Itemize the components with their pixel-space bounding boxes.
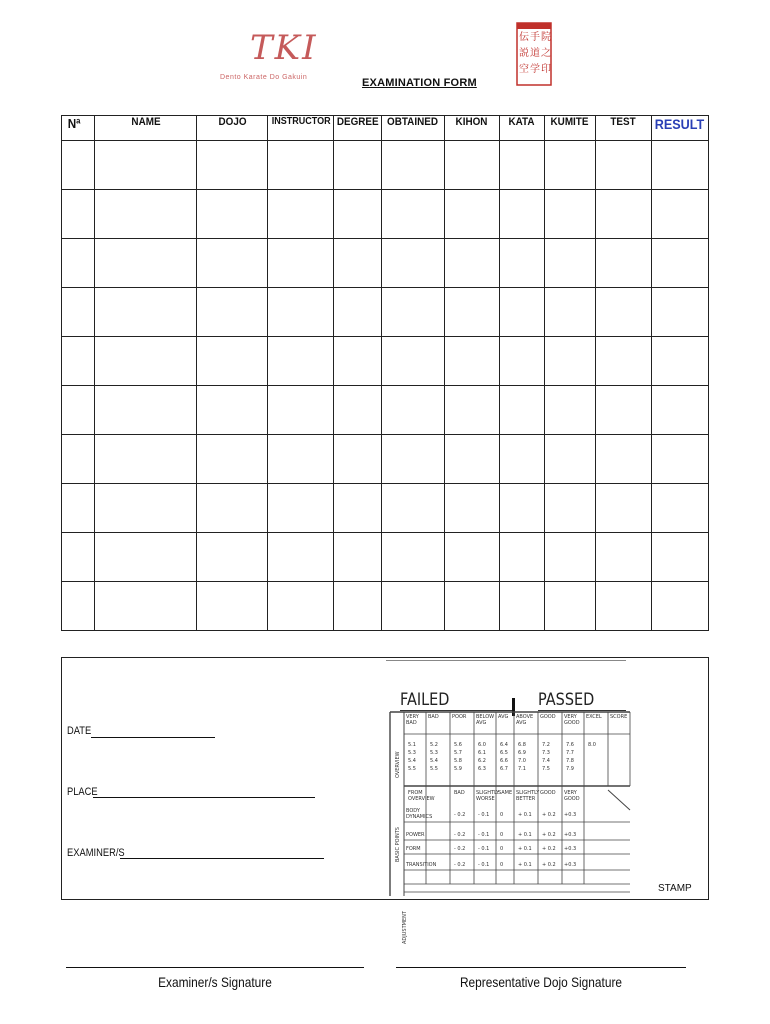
score-grid — [386, 712, 632, 944]
adjustment-value: + 0.2 — [542, 832, 556, 838]
adjustment-value: + 0.1 — [518, 862, 532, 868]
table-cell[interactable] — [334, 190, 381, 239]
score-header: GOOD — [564, 720, 580, 726]
table-row — [62, 582, 709, 631]
table-cell[interactable] — [499, 239, 544, 288]
table-row — [62, 386, 709, 435]
seal-glyph: 空 — [519, 64, 529, 75]
score-header: POOR — [452, 714, 467, 720]
date-label: DATE — [67, 725, 92, 737]
table-cell[interactable] — [651, 141, 708, 190]
score-value: 6.2 — [478, 758, 486, 764]
score-header: GOOD — [540, 714, 556, 720]
adjustment-row-label: BODY — [406, 808, 420, 814]
adjustment-header: BETTER — [516, 796, 536, 802]
table-cell[interactable] — [197, 533, 268, 582]
table-cell[interactable] — [334, 386, 381, 435]
adjustment-header: SAME — [498, 790, 513, 796]
table-row — [62, 435, 709, 484]
score-header: EXCEL — [586, 714, 602, 720]
adjustment-header: VERY — [564, 790, 577, 796]
col-header-kihon: KIHON — [447, 116, 497, 141]
table-cell[interactable] — [197, 190, 268, 239]
table-cell[interactable] — [381, 533, 444, 582]
score-value: 6.3 — [478, 766, 486, 772]
table-cell[interactable] — [595, 435, 651, 484]
table-cell[interactable] — [595, 190, 651, 239]
score-value: 5.7 — [454, 750, 462, 756]
table-cell[interactable] — [651, 337, 708, 386]
table-cell[interactable] — [268, 386, 334, 435]
table-cell[interactable] — [499, 337, 544, 386]
score-value: 7.8 — [566, 758, 574, 764]
adjustment-value: - 0.2 — [454, 812, 466, 818]
score-value: 7.6 — [566, 742, 574, 748]
table-cell[interactable] — [62, 141, 95, 190]
adjustment-value: + 0.2 — [542, 862, 556, 868]
table-cell[interactable] — [381, 239, 444, 288]
table-cell[interactable] — [595, 141, 651, 190]
score-value: 5.5 — [430, 766, 438, 772]
table-cell[interactable] — [651, 386, 708, 435]
table-cell[interactable] — [268, 582, 334, 631]
score-header: BAD — [428, 714, 439, 720]
adjustment-header: WORSE — [476, 796, 495, 802]
date-field[interactable] — [91, 737, 215, 738]
score-value: 5.3 — [408, 750, 416, 756]
adjustment-header: SLIGHTLY — [516, 790, 540, 796]
score-value: 6.8 — [518, 742, 526, 748]
table-cell[interactable] — [544, 141, 595, 190]
col-header-instructor: INSTRUCTOR — [271, 116, 331, 141]
table-row — [62, 484, 709, 533]
table-cell[interactable] — [595, 582, 651, 631]
table-cell[interactable] — [499, 288, 544, 337]
score-value: 5.5 — [408, 766, 416, 772]
side-label-overview: OVERVIEW — [395, 751, 401, 778]
table-cell[interactable] — [499, 386, 544, 435]
table-cell[interactable] — [268, 337, 334, 386]
score-header: BAD — [406, 720, 417, 726]
table-cell[interactable] — [651, 435, 708, 484]
examination-table — [61, 115, 709, 631]
col-header-kumite: KUMITE — [547, 116, 593, 141]
score-header: ABOVE — [516, 714, 534, 720]
adjustment-header: OVERVIEW — [408, 796, 435, 802]
table-cell[interactable] — [595, 484, 651, 533]
adjustment-value: - 0.2 — [454, 846, 466, 852]
table-cell[interactable] — [544, 435, 595, 484]
dojo-signature-label: Representative Dojo Signature — [459, 974, 623, 990]
table-row — [62, 190, 709, 239]
score-value: 5.6 — [454, 742, 462, 748]
table-cell[interactable] — [544, 533, 595, 582]
excel-value: 8.0 — [588, 742, 596, 748]
table-cell[interactable] — [544, 337, 595, 386]
score-value: 6.5 — [500, 750, 508, 756]
score-header: AVG — [476, 720, 487, 726]
table-cell[interactable] — [544, 386, 595, 435]
table-cell[interactable] — [62, 239, 95, 288]
table-cell[interactable] — [595, 239, 651, 288]
table-row — [62, 337, 709, 386]
score-header: SCORE — [610, 714, 628, 720]
col-header-obtained: OBTAINED — [384, 116, 441, 141]
table-cell[interactable] — [499, 141, 544, 190]
table-cell[interactable] — [268, 435, 334, 484]
table-cell[interactable] — [334, 484, 381, 533]
table-cell[interactable] — [381, 190, 444, 239]
score-value: 6.7 — [500, 766, 508, 772]
table-cell[interactable] — [334, 435, 381, 484]
score-value: 5.4 — [408, 758, 416, 764]
table-cell[interactable] — [268, 141, 334, 190]
table-cell[interactable] — [334, 337, 381, 386]
examiners-label: EXAMINER/S — [67, 847, 125, 859]
table-cell[interactable] — [62, 337, 95, 386]
table-cell[interactable] — [595, 533, 651, 582]
table-cell[interactable] — [334, 141, 381, 190]
adjustment-value: + 0.1 — [518, 812, 532, 818]
dojo-signature-line[interactable] — [396, 967, 686, 968]
table-header-row — [62, 116, 709, 141]
table-row — [62, 239, 709, 288]
table-cell[interactable] — [268, 288, 334, 337]
table-cell[interactable] — [95, 239, 197, 288]
seal-glyph: 手 — [530, 32, 540, 43]
table-cell[interactable] — [268, 190, 334, 239]
score-value: 6.1 — [478, 750, 486, 756]
table-cell[interactable] — [62, 190, 95, 239]
table-cell[interactable] — [544, 484, 595, 533]
table-cell[interactable] — [651, 533, 708, 582]
adjustment-header: GOOD — [564, 796, 580, 802]
table-cell[interactable] — [334, 288, 381, 337]
table-cell[interactable] — [444, 141, 499, 190]
score-value: 6.9 — [518, 750, 526, 756]
table-cell[interactable] — [95, 484, 197, 533]
adjustment-value: +0.3 — [564, 862, 577, 868]
col-header-kata: KATA — [502, 116, 543, 141]
score-header: VERY — [564, 714, 577, 720]
score-reference-sheet — [386, 660, 632, 944]
col-header-dojo: DOJO — [200, 116, 264, 141]
failed-label: FAILED — [400, 690, 450, 710]
table-cell[interactable] — [651, 190, 708, 239]
table-cell[interactable] — [62, 582, 95, 631]
table-row — [62, 533, 709, 582]
logo-text: TKI — [250, 28, 318, 68]
table-cell[interactable] — [381, 435, 444, 484]
side-label-basic: BASIC POINTS — [395, 827, 401, 862]
table-cell[interactable] — [197, 435, 268, 484]
table-cell[interactable] — [197, 582, 268, 631]
table-cell[interactable] — [544, 582, 595, 631]
table-cell[interactable] — [95, 386, 197, 435]
score-header: AVG — [516, 720, 527, 726]
table-cell[interactable] — [499, 484, 544, 533]
table-cell[interactable] — [334, 582, 381, 631]
table-cell[interactable] — [544, 239, 595, 288]
place-label: PLACE — [67, 786, 98, 798]
score-grid-line — [608, 790, 630, 810]
adjustment-value: 0 — [500, 846, 504, 852]
seal-glyph: 学 — [530, 64, 540, 75]
score-value: 7.7 — [566, 750, 574, 756]
table-row — [62, 141, 709, 190]
table-cell[interactable] — [651, 582, 708, 631]
table-cell[interactable] — [381, 484, 444, 533]
table-cell[interactable] — [381, 337, 444, 386]
table-cell[interactable] — [95, 435, 197, 484]
table-cell[interactable] — [197, 337, 268, 386]
score-value: 5.3 — [430, 750, 438, 756]
score-value: 6.0 — [478, 742, 486, 748]
col-header-result: RESULT — [654, 116, 705, 141]
col-header-name: NAME — [100, 116, 192, 141]
table-cell[interactable] — [444, 582, 499, 631]
table-cell[interactable] — [381, 141, 444, 190]
seal-glyph: 印 — [541, 64, 551, 75]
adjustment-value: 0 — [500, 832, 504, 838]
score-value: 5.9 — [454, 766, 462, 772]
red-seal-stamp — [516, 22, 552, 86]
adjustment-value: 0 — [500, 812, 504, 818]
score-value: 7.3 — [542, 750, 550, 756]
table-cell[interactable] — [95, 288, 197, 337]
page-title: EXAMINATION FORM — [362, 77, 477, 89]
adjustment-value: +0.3 — [564, 832, 577, 838]
table-cell[interactable] — [444, 288, 499, 337]
tki-logo — [220, 28, 330, 88]
table-cell[interactable] — [62, 533, 95, 582]
table-cell[interactable] — [444, 386, 499, 435]
table-cell[interactable] — [197, 484, 268, 533]
table-cell[interactable] — [499, 533, 544, 582]
adjustment-value: 0 — [500, 862, 504, 868]
col-header-number: Nª — [63, 116, 93, 141]
table-cell[interactable] — [381, 288, 444, 337]
table-cell[interactable] — [444, 435, 499, 484]
adjustment-header: BAD — [454, 790, 465, 796]
table-cell[interactable] — [499, 435, 544, 484]
table-cell[interactable] — [444, 239, 499, 288]
adjustment-value: - 0.1 — [478, 832, 490, 838]
table-cell[interactable] — [62, 435, 95, 484]
score-value: 5.8 — [454, 758, 462, 764]
adjustment-value: + 0.2 — [542, 846, 556, 852]
score-header: VERY — [406, 714, 419, 720]
table-cell[interactable] — [444, 533, 499, 582]
adjustment-row-label: FORM — [406, 846, 421, 852]
adjustment-header: SLIGHTLY — [476, 790, 500, 796]
score-value: 6.6 — [500, 758, 508, 764]
adjustment-header: FROM — [408, 790, 423, 796]
score-value: 7.0 — [518, 758, 526, 764]
adjustment-value: +0.3 — [564, 812, 577, 818]
score-value: 7.1 — [518, 766, 526, 772]
table-cell[interactable] — [444, 190, 499, 239]
score-value: 7.9 — [566, 766, 574, 772]
adjustment-row-label: TRANSITION — [406, 862, 437, 868]
examiner-signature-line[interactable] — [66, 967, 364, 968]
table-cell[interactable] — [62, 386, 95, 435]
table-cell[interactable] — [381, 386, 444, 435]
table-cell[interactable] — [651, 288, 708, 337]
table-cell[interactable] — [544, 288, 595, 337]
table-cell[interactable] — [499, 582, 544, 631]
adjustment-value: - 0.2 — [454, 862, 466, 868]
score-value: 7.5 — [542, 766, 550, 772]
adjustment-row-label: DYNAMICS — [406, 814, 433, 820]
table-cell[interactable] — [197, 141, 268, 190]
score-value: 7.2 — [542, 742, 550, 748]
score-value: 5.2 — [430, 742, 438, 748]
table-cell[interactable] — [651, 239, 708, 288]
score-header: BELOW — [476, 714, 495, 720]
examiner-signature-label: Examiner/s Signature — [158, 974, 272, 990]
seal-glyph: 説 — [519, 48, 529, 59]
score-value: 5.1 — [408, 742, 416, 748]
table-cell[interactable] — [95, 190, 197, 239]
table-cell[interactable] — [95, 141, 197, 190]
adjustment-value: - 0.2 — [454, 832, 466, 838]
table-cell[interactable] — [197, 239, 268, 288]
score-value: 6.4 — [500, 742, 508, 748]
seal-glyph: 道 — [530, 48, 540, 59]
table-cell[interactable] — [381, 582, 444, 631]
table-cell[interactable] — [595, 337, 651, 386]
seal-glyph: 院 — [541, 32, 551, 43]
adjustment-row-label: POWER — [406, 832, 425, 838]
adjustment-value: - 0.1 — [478, 846, 490, 852]
col-header-degree: DEGREE — [336, 116, 379, 141]
adjustment-value: + 0.1 — [518, 846, 532, 852]
place-field[interactable] — [93, 797, 315, 798]
table-cell[interactable] — [595, 288, 651, 337]
table-cell[interactable] — [95, 337, 197, 386]
table-cell[interactable] — [334, 239, 381, 288]
adjustment-value: - 0.1 — [478, 812, 490, 818]
table-cell[interactable] — [95, 533, 197, 582]
score-value: 5.4 — [430, 758, 438, 764]
seal-glyph: 之 — [541, 48, 551, 59]
adjustment-value: + 0.2 — [542, 812, 556, 818]
adjustment-value: - 0.1 — [478, 862, 490, 868]
table-row — [62, 288, 709, 337]
table-cell[interactable] — [62, 484, 95, 533]
table-cell[interactable] — [62, 288, 95, 337]
table-cell[interactable] — [444, 484, 499, 533]
stamp-label: STAMP — [658, 883, 692, 894]
score-header: AVG — [498, 714, 509, 720]
table-cell[interactable] — [499, 190, 544, 239]
table-cell[interactable] — [95, 582, 197, 631]
table-cell[interactable] — [268, 484, 334, 533]
seal-glyph: 伝 — [519, 32, 529, 43]
table-cell[interactable] — [595, 386, 651, 435]
col-header-test: TEST — [598, 116, 648, 141]
adjustment-header: GOOD — [540, 790, 556, 796]
adjustment-value: + 0.1 — [518, 832, 532, 838]
logo-subtitle: Dento Karate Do Gakuin — [220, 74, 308, 81]
table-cell[interactable] — [651, 484, 708, 533]
table-cell[interactable] — [444, 337, 499, 386]
score-value: 7.4 — [542, 758, 550, 764]
examiners-field[interactable] — [120, 858, 324, 859]
table-cell[interactable] — [268, 533, 334, 582]
table-cell[interactable] — [197, 288, 268, 337]
side-label-adjustment: ADJUSTMENT — [402, 911, 408, 944]
passed-label: PASSED — [538, 690, 595, 710]
table-cell[interactable] — [197, 386, 268, 435]
adjustment-value: +0.3 — [564, 846, 577, 852]
table-cell[interactable] — [544, 190, 595, 239]
table-cell[interactable] — [268, 239, 334, 288]
table-cell[interactable] — [334, 533, 381, 582]
